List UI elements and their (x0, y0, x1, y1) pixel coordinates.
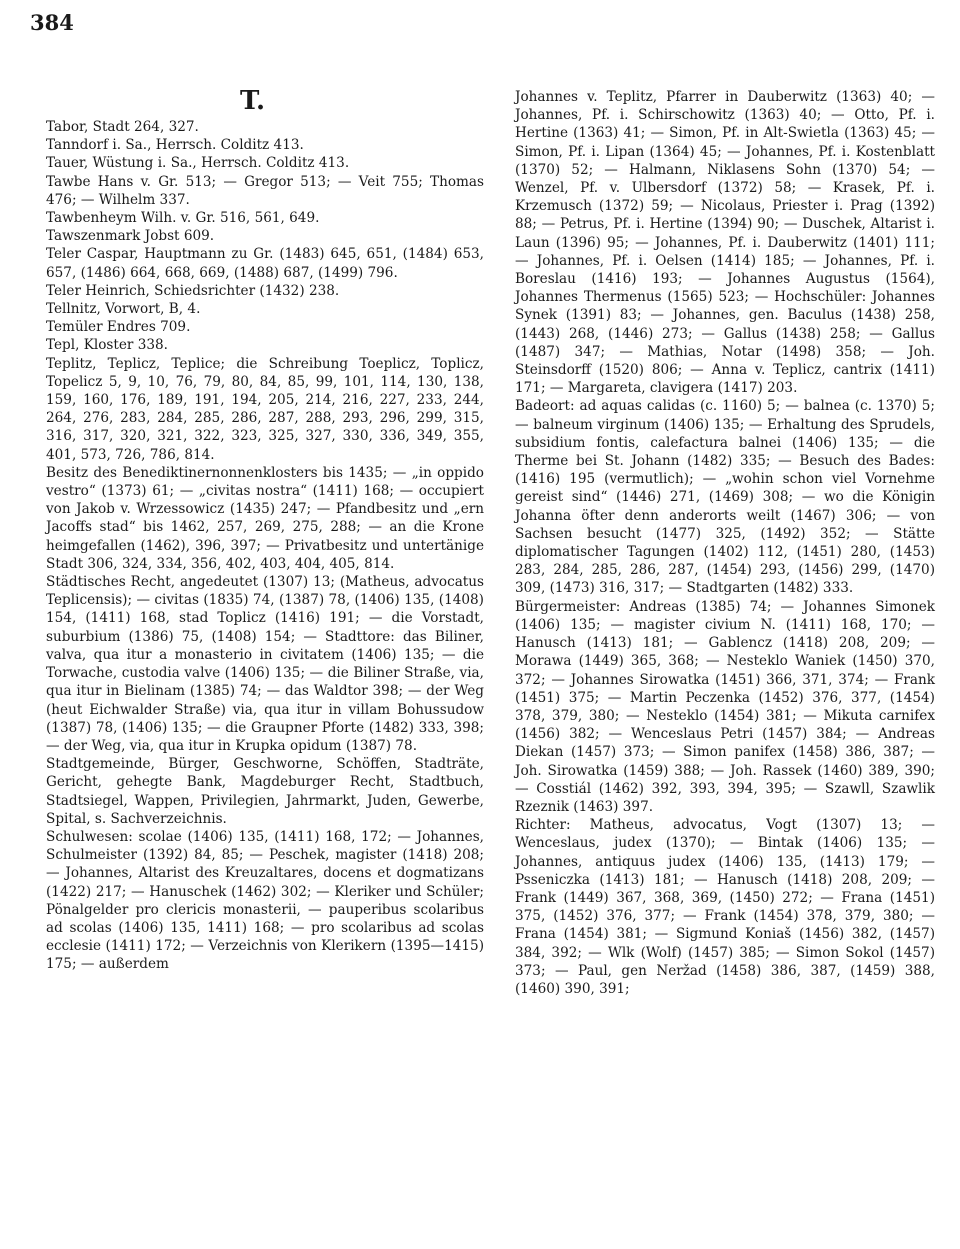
index-entry: Bürgermeister: Andreas (1385) 74; — Johannes Simonek (1406) 135; — magister civium N. (1411) 168, 170; — Hanusch (1413) 181; — Gablencz (1418) 208, 209; — Morawa (1449) 365, 368; — Nesteklo Waniek (1450) 370, 372; — Johannes Sirowatka (1451) 366, 371, 374; — Frank (1451) 375; — Martin Peczenka (1452) 376, 377, (1454) 378, 379, 380; — Nesteklo (1454) 381; — Mikuta carnifex (1456) 382; — Wenceslaus Petri (1457) 384; — Andreas Diekan (1457) 373; — Simon panifex (1458) 386, 387; — Joh. Sirowatka (1459) 388; — Joh. Rassek (1460) 389, 390; — Cosstiál (1462) 392, 393, 394, 395; — Szawll, Szawlik Rzeznik (1463) 397. (515, 598, 935, 815)
index-entry: Tellnitz, Vorwort, B, 4. (46, 301, 201, 318)
index-entry: Tabor, Stadt 264, 327. (46, 119, 199, 135)
index-entry: Teler Heinrich, Schiedsrichter (1432) 238. (46, 282, 340, 299)
index-entry: Städtisches Recht, angedeutet (1307) 13; (Matheus, advocatus Teplicensis); — civitas (1835) 74, (1387) 78, (1406) 135, (1408) 154, (1411) 168, stad Toplicz (1416) 191; — die Vorstadt, suburbium (1386) 75, (1408) 154; — Stadttore: das Biliner, valva, qua itur a monasterio in civitatem (1406) 135; — die Torwache, custodia valve (1406) 135; — die Biliner Straße, via, qua itur in Bielinam (1385) 74; — das Waldtor 398; — der Weg (heut Eichwalder Straße) via, qua itur in villam Bohussudow (1387) 78, (1406) 135; — die Graupner Pforte (1482) 333, 398; — der Weg, via, qua itur in Krupka opidum (1387) 78. (46, 574, 484, 754)
index-entry: Schulwesen: scolae (1406) 135, (1411) 168, 172; — Johannes, Schulmeister (1392) 84, 85; — Peschek, magister (1418) 208; — Johannes, Altarist des Kreuzaltares, docens et dogmatizans (1422) 217; — Hanuschek (1462) 302; — Kleriker und Schüler; Pönalgelder pro clericis monasterii, — pauperibus scolaribus ad scolas (1406) 135, 1411) 168; — pro scolaribus ad scolas ecclesie (1411) 172; — Verzeichnis von Klerikern (1395—1415) 175; — außerdem (46, 828, 484, 973)
index-entry: Tauer, Wüstung i. Sa., Herrsch. Colditz 413. (46, 155, 350, 172)
index-entry: Tanndorf i. Sa., Herrsch. Colditz 413. (46, 137, 304, 154)
index-entry: Tawszenmark Jobst 609. (46, 228, 215, 245)
index-entry: Teplitz, Teplicz, Teplice; die Schreibung Toeplicz, Toplicz, Topelicz 5, 9, 10, 76, 79, 80, 84, 85, 99, 101, 114, 130, 138, 159, 160, 176, 189, 191, 194, 205, 214, 216, 227, 233, 244, 264, 276, 283, 284, 285, 286, 287, 288, 293, 296, 299, 315, 316, 317, 320, 321, 322, 323, 325, 327, 330, 336, 349, 355, 401, 573, 726, 786, 814. (46, 355, 484, 463)
index-entry: Tawbenheym Wilh. v. Gr. 516, 561, 649. (46, 210, 320, 227)
index-entry: Tepl, Kloster 338. (46, 337, 169, 354)
index-entry: Tawbe Hans v. Gr. 513; — Gregor 513; — Veit 755; Thomas 476; — Wilhelm 337. (46, 173, 484, 208)
index-entry: Temüler Endres 709. (46, 319, 191, 336)
page-number: 384 (30, 10, 74, 35)
index-entry: Teler Caspar, Hauptmann zu Gr. (1483) 645, 651, (1484) 653, 657, (1486) 664, 668, 669, (1488) 687, (1499) 796. (46, 246, 484, 281)
index-entry: Badeort: ad aquas calidas (c. 1160) 5; — balnea (c. 1370) 5; — balneum virginum (1406) 135; — Erhaltung des Sprudels, subsidium fontis, calefactura balnei (1406) 135; — die Therme bei St. Johann (1482) 335; — Besuch des Bades: (1416) 195 (vermutlich); — „wohin schon viel Vornehme gereist sind“ (1446) 271, (1469) 308; — wo die Königin Johanna öfter denn anderorts weilt (1467) 306; — von Sachsen besucht (1477) 325, (1492) 352; — Stätte diplomatischer Tagungen (1402) 112, (1451) 280, (1453) 283, 284, 285, 286, 287, (1454) 293, (1456) 299, (1470) 309, (1473) 316, 317; — Stadtgarten (1482) 333. (515, 398, 935, 597)
index-entry: Johannes v. Teplitz, Pfarrer in Dauberwitz (1363) 40; — Johannes, Pf. i. Schirschowitz (1363) 40; — Otto, Pf. i. Hertine (1363) 41; — Simon, Pf. in Alt-Swietla (1363) 45; — Simon, Pf. i. Lipan (1364) 45; — Johannes, Pf. i. Kostenblatt (1370) 52; — Halmann, Niklasens Sohn (1370) 54; — Wenzel, Pf. v. Ulbersdorf (1372) 58; — Krasek, Pf. i. Krzemusch (1372) 59; — Nicolaus, Priester i. Prag (1392) 88; — Petrus, Pf. i. Hertine (1394) 90; — Duschek, Altarist i. Laun (1396) 95; — Johannes, Pf. i. Dauberwitz (1401) 111; — Johannes, Pf. i. Oelsen (1414) 185; — Johannes, Pf. i. Boreslau (1416) 193; — Johannes Augustus (1564), Johannes Thermenus (1565) 523; — Hochschüler: Johannes Synek (1391) 83; — Johannes, gen. Baculus (1438) 258, (1443) 268, (1446) 273; — Gallus (1438) 258; — Gallus (1487) 347; — Mathias, Notar (1498) 358; — Joh. Steinsdorff (1520) 806; — Anna v. Teplicz, cantrix (1411) 171; — Margareta, clavigera (1417) 203. (515, 89, 935, 397)
index-entry: Stadtgemeinde, Bürger, Geschworne, Schöffen, Stadträte, Gericht, gehegte Bank, Magdeburger Recht, Stadtbuch, Stadtsiegel, Wappen, Privilegien, Jahrmarkt, Juden, Gewerbe, Spital, s. Sachverzeichnis. (46, 756, 484, 827)
index-entry: Besitz des Benediktinernonnenklosters bis 1435; — „in oppido vestro“ (1373) 61; — „civitas nostra“ (1411) 168; — occupiert von Jakob v. Wrzessowicz (1435) 247; — Pfandbesitz und „ern Jacoffs stad“ bis 1462, 257, 269, 275, 288; — an die Krone heimgefallen (1462), 396, 397; — Privatbesitz und untertänige Stadt 306, 324, 334, 356, 402, 403, 404, 405, 814. (46, 464, 484, 572)
right-column (515, 88, 935, 998)
left-column (46, 118, 484, 974)
section-letter: T. (240, 86, 266, 116)
index-entry: Richter: Matheus, advocatus, Vogt (1307) 13; — Wenceslaus, judex (1370); — Bintak (1406) 135; — Johannes, antiquus judex (1406) 135, (1413) 179; — Psseniczka (1413) 181; — Hanusch (1418) 208, 209; — Frank (1449) 367, 368, 369, (1450) 272; — Frana (1451) 375, (1452) 376, 377; — Frank (1454) 378, 379, 380; — Frana (1454) 381; — Sigmund Koniaš (1456) 382, (1457) 384, 392; — Wlk (Wolf) (1457) 385; — Simon Sokol (1457) 373; — Paul, gen Neržad (1458) 386, 387, (1459) 388, (1460) 390, 391; (515, 817, 935, 997)
